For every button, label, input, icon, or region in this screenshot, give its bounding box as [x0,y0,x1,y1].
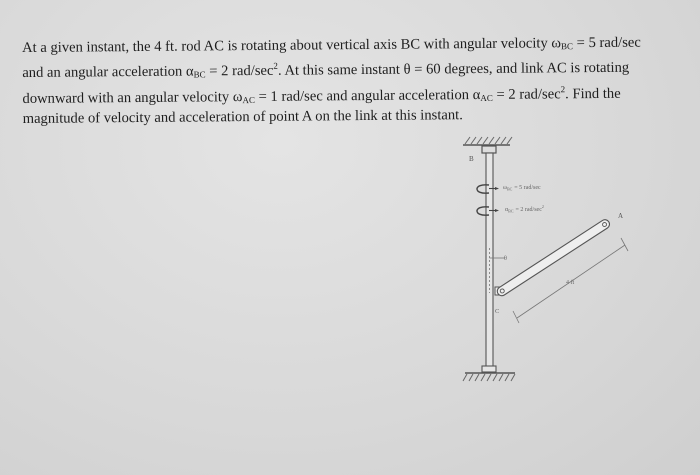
line2-text-c: . At this same instant θ = 60 degrees, and link AC is rotating [277,59,630,80]
label-c: C [495,308,500,315]
link-ac [496,218,612,297]
bottom-bearing [482,366,496,372]
omega-label: $\omega_{BC} = 5$ rad/sec [503,185,541,192]
line1-text-b: = 5 rad/sec [572,34,641,52]
label-a: A [618,212,624,220]
line2-subscript: BC [193,69,206,80]
problem-statement [22,34,663,128]
line2-text-b: = 2 rad/sec [205,63,274,80]
top-bearing [482,146,496,153]
mechanism-figure [455,133,640,393]
line3-text-a: downward with an angular velocity ω [22,88,243,107]
line3-text-b: = 1 rad/sec and angular acceleration α [254,86,481,105]
label-theta: θ [504,256,507,262]
line3-subscript-1: AC [242,94,256,105]
top-support-hatch [465,137,512,144]
bottom-support-hatch [463,374,515,381]
problem-line-4: magnitude of velocity and acceleration of point A on the link at this instant. [22,107,463,127]
line3-superscript: 2 [560,83,566,94]
mechanism-diagram [455,133,640,393]
line1-text-a: At a given instant, the 4 ft. rod AC is rotating about vertical axis BC with angular velocity ω [22,35,562,56]
line2-superscript: 2 [273,61,278,72]
line2-text-a: and an angular acceleration α [22,63,194,82]
alpha-label: $\alpha_{BC} = 2$ rad/$\sec^2$ [505,204,544,214]
line3-text-c: = 2 rad/sec [492,85,561,103]
line3-subscript-2: AC [480,92,493,103]
line3-text-d: . Find the [565,85,621,102]
length-label: 4 ft [566,280,575,286]
line1-subscript: BC [560,41,574,52]
label-b: B [469,155,474,163]
